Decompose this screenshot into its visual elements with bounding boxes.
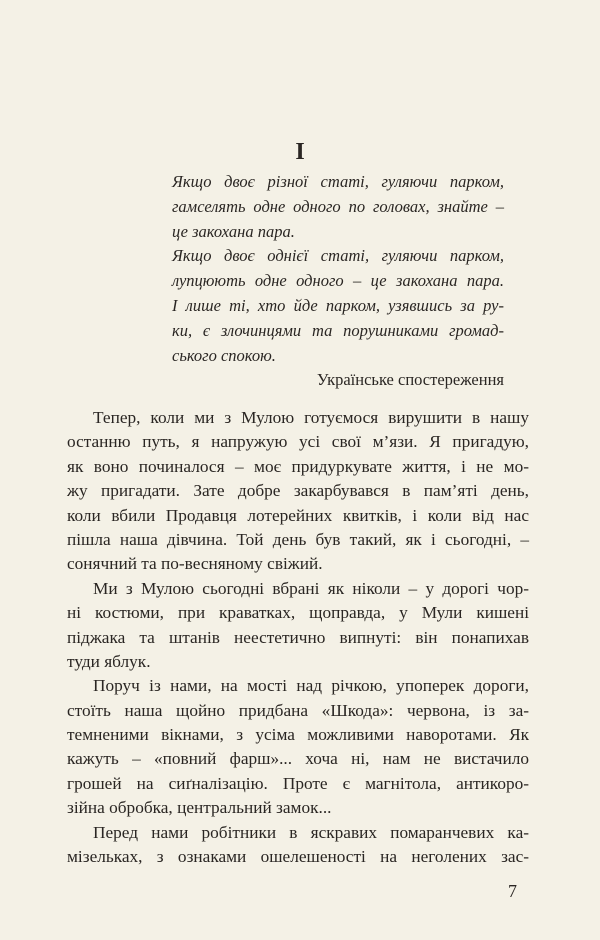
- body-line: пішла наша дівчина. Той день був такий, як і сьогодні, –: [67, 529, 529, 549]
- chapter-heading: I: [295, 139, 305, 165]
- epigraph: [172, 170, 504, 393]
- body-line: як воно починалося – моє придуркувате життя, і не мо-: [67, 456, 529, 476]
- epigraph-line: гамселять одне одного по головах, знайте –: [172, 196, 504, 216]
- epigraph-line: І лише ті, хто йде парком, узявшись за ру-: [172, 295, 504, 315]
- epigraph-line: Якщо двоє однієї статі, гуляючи парком,: [172, 246, 504, 266]
- body-line: ні костюми, при краватках, щоправда, у Мули кишені: [67, 603, 529, 623]
- epigraph-source: Українське спостереження: [316, 370, 504, 390]
- epigraph-line: Якщо двоє різної статі, гуляючи парком,: [172, 172, 504, 191]
- body-line: коли вбили Продавця лотерейних квитків, і коли від нас: [67, 505, 529, 525]
- body-line: Поруч із нами, на мості над річкою, упоперек дороги,: [93, 676, 529, 696]
- page-number: 7: [508, 881, 517, 901]
- body-line: грошей на сиґналізацію. Проте є магнітола, антикоро-: [67, 773, 529, 793]
- body-line: Ми з Мулою сьогодні вбрані як ніколи – у дорогі чор-: [93, 578, 529, 598]
- body-line: сонячний та по-весняному свіжий.: [67, 554, 323, 574]
- epigraph-line: ки, є злочинцями та порушниками громад-: [172, 320, 504, 340]
- body-line: туди яблук.: [67, 651, 151, 671]
- body-line: Тепер, коли ми з Мулою готуємося вирушити в нашу: [93, 408, 529, 427]
- body-line: темненими вікнами, з усіма можливими наворотами. Як: [67, 725, 529, 745]
- body-line: останню путь, я напружую усі свої м’язи. Я пригадую,: [67, 432, 529, 452]
- body-line: мізельках, з ознаками ошелешеності на неголених зас-: [67, 847, 529, 867]
- body-line: Перед нами робітники в яскравих помаранчевих ка-: [93, 822, 529, 842]
- body-line: зійна обробка, центральний замок...: [67, 798, 332, 818]
- body-line: кажуть – «повний фарш»... хоча ні, нам не вистачило: [67, 749, 529, 769]
- epigraph-line: це закохана пара.: [172, 221, 295, 241]
- body-line: стоїть наша щойно придбана «Шкода»: червона, із за-: [67, 700, 529, 720]
- body-text: [67, 406, 529, 869]
- body-line: піджака та штанів неестетично випнуті: він понапихав: [67, 627, 529, 647]
- epigraph-line: лупцюють одне одного – це закохана пара.: [172, 271, 504, 291]
- body-line: жу пригадати. Зате добре закарбувався в пам’яті день,: [67, 481, 529, 501]
- epigraph-line: ського спокою.: [172, 345, 276, 365]
